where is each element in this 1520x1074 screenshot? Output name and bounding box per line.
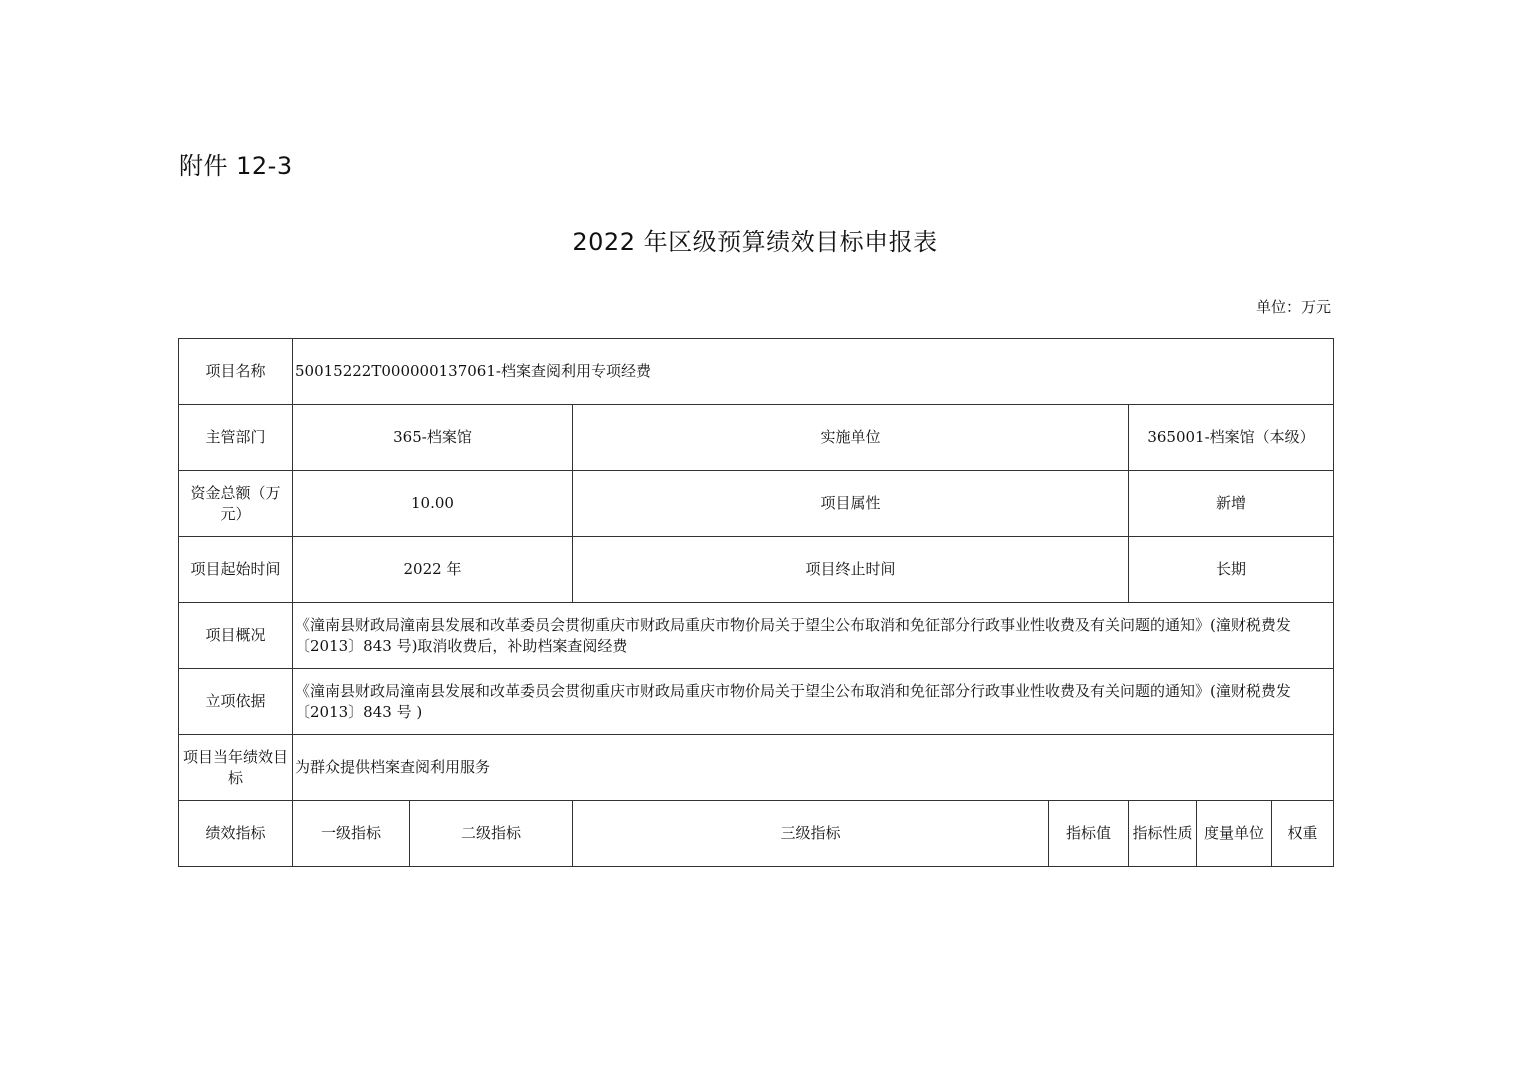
project-name-label: 项目名称 xyxy=(179,339,293,405)
unit-label: 单位：万元 xyxy=(1255,298,1331,316)
project-attribute-value: 新增 xyxy=(1129,471,1334,537)
measure-unit-header: 度量单位 xyxy=(1197,801,1272,867)
row-basis xyxy=(179,669,1334,735)
budget-target-table xyxy=(178,338,1334,867)
total-funds-value: 10.00 xyxy=(293,471,573,537)
weight-header: 权重 xyxy=(1272,801,1334,867)
start-time-value: 2022 年 xyxy=(293,537,573,603)
row-period xyxy=(179,537,1334,603)
level2-header: 二级指标 xyxy=(410,801,573,867)
row-project-name xyxy=(179,339,1334,405)
row-department xyxy=(179,405,1334,471)
department-label: 主管部门 xyxy=(179,405,293,471)
overview-label: 项目概况 xyxy=(179,603,293,669)
end-time-value: 长期 xyxy=(1129,537,1334,603)
basis-label: 立项依据 xyxy=(179,669,293,735)
indicators-label: 绩效指标 xyxy=(179,801,293,867)
row-overview xyxy=(179,603,1334,669)
basis-value: 《潼南县财政局潼南县发展和改革委员会贯彻重庆市财政局重庆市物价局关于望尘公布取消和免征部分行政事业性收费及有关问题的通知》(潼财税费发〔2013〕843 号 ) xyxy=(293,669,1334,735)
level1-header: 一级指标 xyxy=(293,801,410,867)
project-attribute-label: 项目属性 xyxy=(573,471,1129,537)
end-time-label: 项目终止时间 xyxy=(573,537,1129,603)
overview-value: 《潼南县财政局潼南县发展和改革委员会贯彻重庆市财政局重庆市物价局关于望尘公布取消和免征部分行政事业性收费及有关问题的通知》(潼财税费发〔2013〕843 号)取消收费后，补助档案查阅经费 xyxy=(293,603,1334,669)
implementing-unit-label: 实施单位 xyxy=(573,405,1129,471)
total-funds-label: 资金总额（万元） xyxy=(179,471,293,537)
goal-label: 项目当年绩效目标 xyxy=(179,735,293,801)
row-funds xyxy=(179,471,1334,537)
implementing-unit-value: 365001-档案馆（本级） xyxy=(1129,405,1334,471)
level3-header: 三级指标 xyxy=(573,801,1049,867)
page-title: 2022 年区级预算绩效目标申报表 xyxy=(572,228,938,256)
indicator-nature-header: 指标性质 xyxy=(1129,801,1197,867)
department-value: 365-档案馆 xyxy=(293,405,573,471)
start-time-label: 项目起始时间 xyxy=(179,537,293,603)
goal-value: 为群众提供档案查阅利用服务 xyxy=(293,735,1334,801)
row-goal xyxy=(179,735,1334,801)
indicator-value-header: 指标值 xyxy=(1049,801,1129,867)
attachment-label: 附件 12-3 xyxy=(179,152,293,180)
project-name-value: 50015222T000000137061-档案查阅利用专项经费 xyxy=(293,339,1334,405)
row-indicators-header xyxy=(179,801,1334,867)
